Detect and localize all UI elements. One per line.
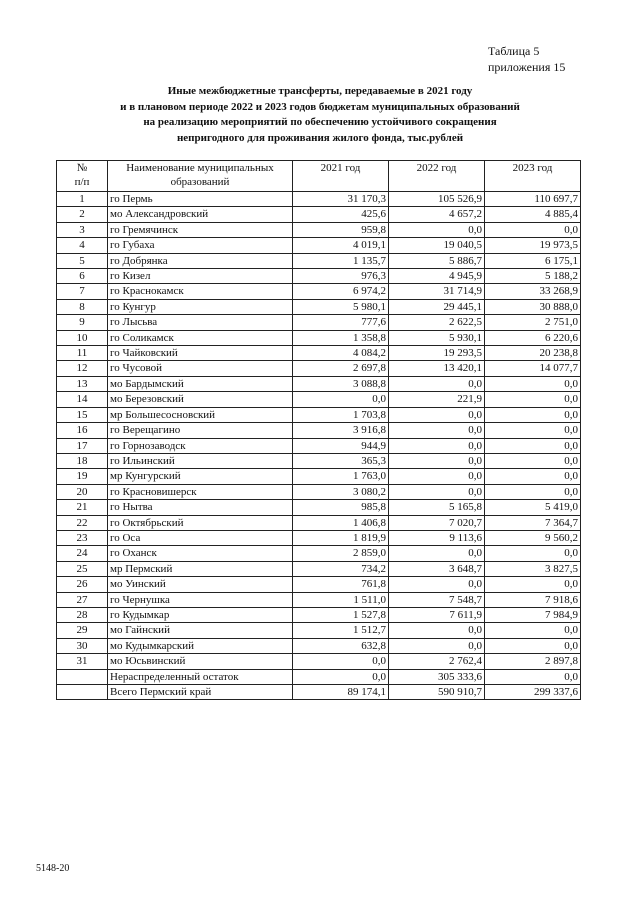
value-2022: 590 910,7 [389, 685, 485, 700]
row-number: 28 [57, 607, 108, 622]
value-2021: 1 406,8 [293, 515, 389, 530]
value-2021: 777,6 [293, 315, 389, 330]
value-2021: 959,8 [293, 222, 389, 237]
municipality-name: го Горнозаводск [108, 438, 293, 453]
value-2022: 3 648,7 [389, 561, 485, 576]
value-2022: 0,0 [389, 546, 485, 561]
header-name-line2: образований [170, 176, 230, 189]
value-2023: 0,0 [485, 423, 581, 438]
municipality-name: мо Александровский [108, 207, 293, 222]
municipality-name: мо Гайнский [108, 623, 293, 638]
municipality-name: го Ильинский [108, 453, 293, 468]
municipality-name: мр Большесосновский [108, 407, 293, 422]
table-row [57, 607, 581, 622]
value-2023: 0,0 [485, 376, 581, 391]
table-row [57, 253, 581, 268]
value-2021: 4 084,2 [293, 346, 389, 361]
value-2021: 425,6 [293, 207, 389, 222]
table-row [57, 453, 581, 468]
value-2023: 0,0 [485, 453, 581, 468]
value-2021: 5 980,1 [293, 299, 389, 314]
value-2022: 105 526,9 [389, 192, 485, 207]
table-row [57, 561, 581, 576]
municipality-name: го Лысьва [108, 315, 293, 330]
table-row [57, 376, 581, 391]
document-code: 5148-20 [36, 863, 70, 874]
row-number: 16 [57, 423, 108, 438]
municipality-name: го Чусовой [108, 361, 293, 376]
row-number: 10 [57, 330, 108, 345]
value-2022: 0,0 [389, 423, 485, 438]
municipality-name: го Октябрьский [108, 515, 293, 530]
value-2023: 14 077,7 [485, 361, 581, 376]
value-2023: 30 888,0 [485, 299, 581, 314]
value-2023: 0,0 [485, 623, 581, 638]
table-row [57, 577, 581, 592]
value-2023: 0,0 [485, 577, 581, 592]
value-2022: 305 333,6 [389, 669, 485, 684]
table-row [57, 530, 581, 545]
value-2023: 0,0 [485, 638, 581, 653]
row-number: 15 [57, 407, 108, 422]
value-2022: 7 611,9 [389, 607, 485, 622]
value-2023: 6 220,6 [485, 330, 581, 345]
value-2021: 2 859,0 [293, 546, 389, 561]
value-2022: 4 945,9 [389, 269, 485, 284]
row-number: 3 [57, 222, 108, 237]
value-2022: 221,9 [389, 392, 485, 407]
value-2023: 0,0 [485, 438, 581, 453]
value-2022: 7 020,7 [389, 515, 485, 530]
value-2023: 0,0 [485, 222, 581, 237]
value-2021: 632,8 [293, 638, 389, 653]
value-2022: 4 657,2 [389, 207, 485, 222]
row-number: 30 [57, 638, 108, 653]
table-row [57, 654, 581, 669]
row-number: 31 [57, 654, 108, 669]
row-number: 13 [57, 376, 108, 391]
municipality-name: го Кизел [108, 269, 293, 284]
table-row [57, 315, 581, 330]
table-row [57, 438, 581, 453]
row-number: 26 [57, 577, 108, 592]
value-2023: 110 697,7 [485, 192, 581, 207]
value-2022: 5 930,1 [389, 330, 485, 345]
table-row [57, 638, 581, 653]
row-number: 5 [57, 253, 108, 268]
table-row [57, 500, 581, 515]
municipality-name: го Оханск [108, 546, 293, 561]
value-2023: 2 751,0 [485, 315, 581, 330]
value-2023: 9 560,2 [485, 530, 581, 545]
row-number: 9 [57, 315, 108, 330]
value-2022: 2 622,5 [389, 315, 485, 330]
row-number: 8 [57, 299, 108, 314]
table-row [57, 361, 581, 376]
table-row [57, 392, 581, 407]
municipality-name: Всего Пермский край [108, 685, 293, 700]
value-2022: 7 548,7 [389, 592, 485, 607]
value-2021: 365,3 [293, 453, 389, 468]
value-2022: 9 113,6 [389, 530, 485, 545]
title-line-2: и в плановом периоде 2022 и 2023 годов бюджетам муниципальных образований [120, 100, 520, 113]
value-2023: 3 827,5 [485, 561, 581, 576]
value-2022: 5 165,8 [389, 500, 485, 515]
value-2023: 2 897,8 [485, 654, 581, 669]
value-2022: 0,0 [389, 376, 485, 391]
value-2021: 31 170,3 [293, 192, 389, 207]
table-row [57, 346, 581, 361]
value-2022: 0,0 [389, 407, 485, 422]
row-number: 19 [57, 469, 108, 484]
municipality-name: мо Юсьвинский [108, 654, 293, 669]
row-number: 22 [57, 515, 108, 530]
value-2021: 0,0 [293, 392, 389, 407]
table-row [57, 222, 581, 237]
table-row [57, 685, 581, 700]
row-number: 20 [57, 484, 108, 499]
municipality-name: мо Березовский [108, 392, 293, 407]
municipality-name: го Губаха [108, 238, 293, 253]
value-2022: 2 762,4 [389, 654, 485, 669]
value-2023: 5 419,0 [485, 500, 581, 515]
table-row [57, 330, 581, 345]
value-2022: 13 420,1 [389, 361, 485, 376]
value-2023: 0,0 [485, 669, 581, 684]
row-number: 17 [57, 438, 108, 453]
municipality-name: Нераспределенный остаток [108, 669, 293, 684]
value-2023: 0,0 [485, 392, 581, 407]
appendix-number: приложения 15 [488, 60, 566, 74]
value-2022: 0,0 [389, 438, 485, 453]
header-2023: 2023 год [485, 161, 581, 192]
row-number: 11 [57, 346, 108, 361]
table-body [57, 192, 581, 700]
table-reference [488, 43, 565, 75]
table-row [57, 299, 581, 314]
title-line-3: на реализацию мероприятий по обеспечению устойчивого сокращения [143, 116, 497, 128]
value-2023: 7 918,6 [485, 592, 581, 607]
table-row [57, 623, 581, 638]
table-row [57, 238, 581, 253]
value-2023: 0,0 [485, 407, 581, 422]
value-2021: 89 174,1 [293, 685, 389, 700]
value-2021: 0,0 [293, 654, 389, 669]
table-row [57, 469, 581, 484]
row-number [57, 669, 108, 684]
value-2023: 0,0 [485, 469, 581, 484]
header-number-line1: № [76, 162, 88, 174]
value-2022: 0,0 [389, 577, 485, 592]
value-2023: 33 268,9 [485, 284, 581, 299]
value-2023: 6 175,1 [485, 253, 581, 268]
value-2023: 19 973,5 [485, 238, 581, 253]
municipality-name: мр Пермский [108, 561, 293, 576]
row-number: 24 [57, 546, 108, 561]
header-2022: 2022 год [389, 161, 485, 192]
value-2023: 7 984,9 [485, 607, 581, 622]
row-number: 6 [57, 269, 108, 284]
table-row [57, 484, 581, 499]
value-2023: 0,0 [485, 546, 581, 561]
value-2021: 976,3 [293, 269, 389, 284]
table-number: Таблица 5 [488, 44, 540, 58]
municipality-name: го Краснокамск [108, 284, 293, 299]
value-2021: 0,0 [293, 669, 389, 684]
municipality-name: мо Кудымкарский [108, 638, 293, 653]
value-2022: 29 445,1 [389, 299, 485, 314]
value-2021: 1 512,7 [293, 623, 389, 638]
row-number: 1 [57, 192, 108, 207]
municipality-name: го Нытва [108, 500, 293, 515]
header-number [57, 161, 108, 192]
row-number: 25 [57, 561, 108, 576]
value-2023: 4 885,4 [485, 207, 581, 222]
value-2022: 0,0 [389, 453, 485, 468]
municipality-name: го Красновишерск [108, 484, 293, 499]
municipality-name: го Пермь [108, 192, 293, 207]
value-2021: 1 703,8 [293, 407, 389, 422]
value-2022: 0,0 [389, 222, 485, 237]
value-2023: 7 364,7 [485, 515, 581, 530]
value-2021: 985,8 [293, 500, 389, 515]
municipality-name: го Кудымкар [108, 607, 293, 622]
transfers-table [56, 160, 581, 700]
municipality-name: го Чернушка [108, 592, 293, 607]
table-row [57, 207, 581, 222]
header-name [108, 161, 293, 192]
value-2021: 3 916,8 [293, 423, 389, 438]
row-number: 21 [57, 500, 108, 515]
row-number: 27 [57, 592, 108, 607]
value-2021: 734,2 [293, 561, 389, 576]
value-2021: 1 358,8 [293, 330, 389, 345]
municipality-name: го Гремячинск [108, 222, 293, 237]
value-2021: 3 088,8 [293, 376, 389, 391]
value-2022: 19 040,5 [389, 238, 485, 253]
municipality-name: го Оса [108, 530, 293, 545]
table-row [57, 192, 581, 207]
row-number: 12 [57, 361, 108, 376]
header-number-line2: п/п [74, 176, 90, 189]
value-2023: 299 337,6 [485, 685, 581, 700]
title-line-4: непригодного для проживания жилого фонда, тыс.рублей [176, 131, 464, 144]
row-number: 4 [57, 238, 108, 253]
table-row [57, 269, 581, 284]
value-2021: 1 819,9 [293, 530, 389, 545]
municipality-name: го Добрянка [108, 253, 293, 268]
value-2021: 6 974,2 [293, 284, 389, 299]
table-row [57, 284, 581, 299]
value-2022: 0,0 [389, 638, 485, 653]
value-2022: 19 293,5 [389, 346, 485, 361]
row-number [57, 685, 108, 700]
row-number: 7 [57, 284, 108, 299]
value-2021: 1 135,7 [293, 253, 389, 268]
municipality-name: го Верещагино [108, 423, 293, 438]
value-2022: 0,0 [389, 484, 485, 499]
value-2021: 4 019,1 [293, 238, 389, 253]
row-number: 29 [57, 623, 108, 638]
value-2022: 0,0 [389, 469, 485, 484]
table-row [57, 669, 581, 684]
table-row [57, 515, 581, 530]
title-line-1: Иные межбюджетные трансферты, передаваемые в 2021 году [167, 85, 473, 97]
row-number: 18 [57, 453, 108, 468]
value-2023: 20 238,8 [485, 346, 581, 361]
value-2021: 1 527,8 [293, 607, 389, 622]
value-2023: 0,0 [485, 484, 581, 499]
row-number: 23 [57, 530, 108, 545]
municipality-name: мо Уинский [108, 577, 293, 592]
municipality-name: го Кунгур [108, 299, 293, 314]
row-number: 2 [57, 207, 108, 222]
value-2022: 31 714,9 [389, 284, 485, 299]
value-2021: 944,9 [293, 438, 389, 453]
value-2021: 2 697,8 [293, 361, 389, 376]
document-title [60, 84, 580, 146]
municipality-name: го Соликамск [108, 330, 293, 345]
value-2021: 1 511,0 [293, 592, 389, 607]
municipality-name: го Чайковский [108, 346, 293, 361]
value-2022: 5 886,7 [389, 253, 485, 268]
municipality-name: мр Кунгурский [108, 469, 293, 484]
table-row [57, 592, 581, 607]
value-2023: 5 188,2 [485, 269, 581, 284]
table-row [57, 407, 581, 422]
row-number: 14 [57, 392, 108, 407]
value-2021: 1 763,0 [293, 469, 389, 484]
table-row [57, 546, 581, 561]
value-2022: 0,0 [389, 623, 485, 638]
table-header-row [57, 161, 581, 192]
header-2021: 2021 год [293, 161, 389, 192]
header-name-line1: Наименование муниципальных [126, 162, 274, 174]
table-row [57, 423, 581, 438]
value-2021: 761,8 [293, 577, 389, 592]
municipality-name: мо Бардымский [108, 376, 293, 391]
value-2021: 3 080,2 [293, 484, 389, 499]
